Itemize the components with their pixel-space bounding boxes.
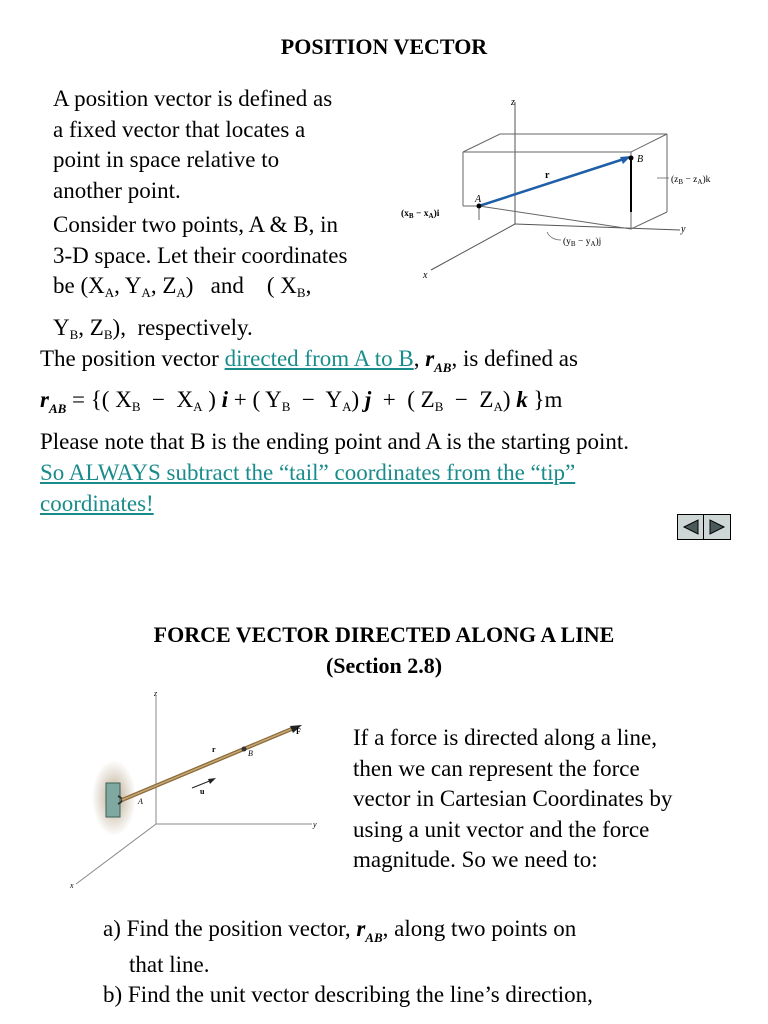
definition-line: The position vector directed from A to B, $r_{AB}$, is defined as: [40, 346, 578, 375]
tip-tail-link-line[interactable]: So ALWAYS subtract the “tail” coordinates from the “tip”: [40, 460, 576, 485]
y-axis-label: y: [313, 820, 317, 829]
force-line: vector in Cartesian Coordinates by: [353, 786, 673, 811]
consider-paragraph: [53, 210, 393, 350]
x-axis-label: x: [70, 881, 74, 890]
step-a-continuation: that line.: [129, 952, 210, 977]
previous-slide-button[interactable]: [678, 515, 703, 539]
x-axis-label: x: [423, 270, 428, 281]
coords-line-2: $Y_B$, $Z_B$), respectively.: [53, 314, 253, 342]
vector-r-label: r: [545, 170, 550, 181]
force-line: using a unit vector and the force: [353, 816, 650, 842]
consider-line: Consider two points, A & B, in: [53, 212, 338, 237]
coords-line: be ($X_A$, $Y_A$, $Z_A$) and ( $X_B$,: [53, 273, 312, 300]
step-b-line: b) Find the unit vector describing the line’s direction,: [103, 982, 593, 1007]
unit-vector-u-label: u: [200, 787, 205, 796]
tip-tail-link[interactable]: [40, 458, 575, 519]
vector-r: [479, 158, 627, 206]
next-slide-button[interactable]: [703, 515, 729, 539]
intro-line: a fixed vector that locates a: [53, 116, 306, 142]
force-line: magnitude. So we need to:: [353, 847, 598, 872]
y-axis-label: y: [681, 224, 686, 235]
triangle-left-icon: [682, 519, 700, 535]
point-a-label: A: [475, 194, 482, 205]
z-axis-label: z: [154, 689, 158, 698]
force-f-label: F: [296, 727, 301, 736]
point-b-label: B: [637, 154, 644, 165]
z-axis-label: z: [511, 97, 515, 108]
y-difference-label: $(y_B - y_A)j$: [563, 237, 602, 248]
slide-navigation: [677, 514, 731, 540]
triangle-right-icon: [708, 519, 726, 535]
intro-line: A position vector is defined as: [53, 86, 333, 111]
intro-paragraph: [53, 84, 393, 206]
vector-r-label: r: [212, 745, 216, 754]
position-vector-figure: [395, 92, 735, 292]
section2-title: FORCE VECTOR DIRECTED ALONG A LINE: [153, 622, 615, 647]
force-line: then we can represent the force: [353, 755, 640, 781]
intro-line: another point.: [53, 177, 181, 203]
consider-line: 3-D space. Let their coordinates: [53, 242, 348, 268]
section2-subtitle: (Section 2.8): [325, 653, 443, 678]
section-title: POSITION VECTOR: [280, 34, 488, 59]
force-paragraph: [353, 723, 743, 876]
definition-link[interactable]: directed from A to B: [224, 346, 414, 371]
wall-plate: [106, 783, 120, 817]
step-a-line: a) Find the position vector, $r_{AB}$, along two points on: [103, 916, 577, 945]
z-difference-label: $(z_B - z_A)k$: [671, 175, 711, 186]
intro-line: point in space relative to: [53, 147, 280, 172]
x-difference-label: $(x_B - x_A)i$: [401, 209, 440, 220]
point-b-label: B: [248, 749, 253, 758]
tip-tail-link-line[interactable]: coordinates!: [40, 490, 154, 516]
formula-line: $r_{AB}$ = {( $X_B - X_A$ ) i + ( $Y_B - Y_A$) j + ( $Z_B - Z_A$) k }m: [40, 387, 563, 416]
force-vector-figure: [62, 688, 332, 898]
point-a-label: A: [138, 797, 143, 806]
note-line: Please note that B is the ending point and A is the starting point.: [40, 429, 629, 454]
force-line: If a force is directed along a line,: [353, 725, 657, 750]
